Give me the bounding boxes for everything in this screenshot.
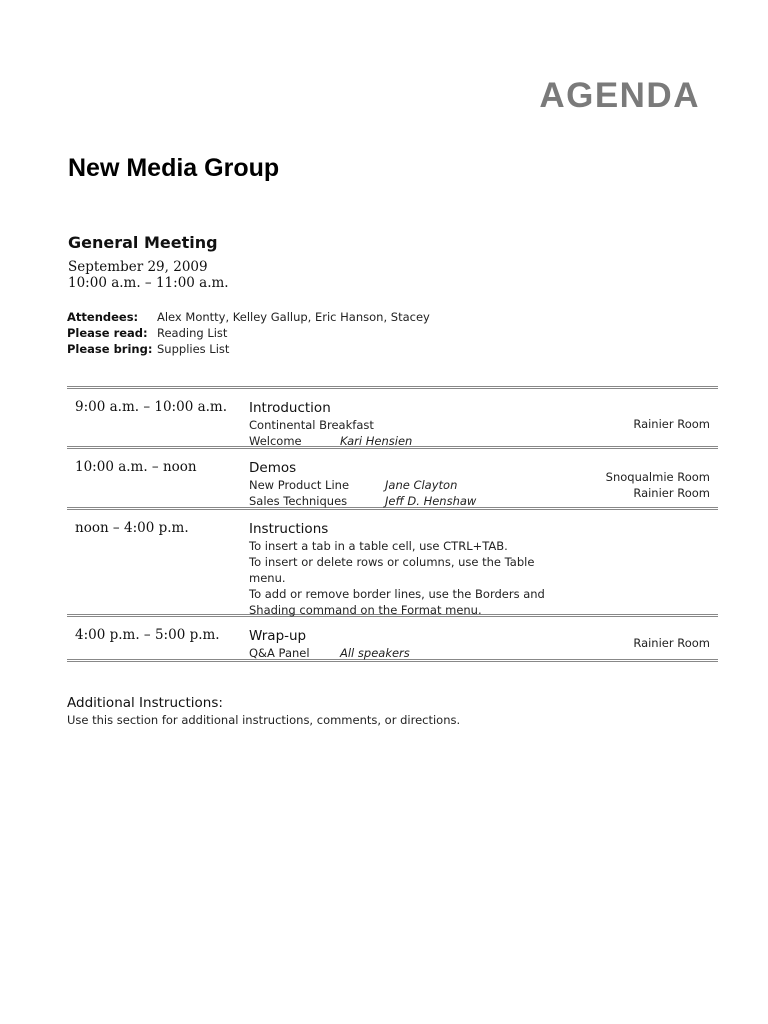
row-time: 9:00 a.m. – 10:00 a.m. [75,399,228,415]
please-read-value: Reading List [157,326,228,340]
row-topic: Demos [249,460,297,476]
please-read-row [67,325,430,341]
meeting-datetime [68,259,229,291]
meeting-info [67,309,430,357]
detail-person: Kari Hensien [340,434,413,448]
meeting-date: September 29, 2009 [68,259,208,275]
detail-item: Welcome [249,434,302,448]
organization-name: New Media Group [68,154,280,182]
instruction-line: To add or remove border lines, use the Borders and Shading command on the Format menu. [249,587,545,617]
row-time: 4:00 p.m. – 5:00 p.m. [75,627,220,643]
instruction-line: To insert or delete rows or columns, use the Table menu. [249,555,535,585]
row-topic: Wrap-up [249,628,307,644]
agenda-row [67,389,718,449]
attendees-label: Attendees: [67,310,139,324]
row-room [633,635,710,651]
detail-person: Jane Clayton [385,478,458,492]
meeting-time: 10:00 a.m. – 11:00 a.m. [68,275,229,291]
row-body [249,510,718,622]
please-bring-label: Please bring: [67,342,153,356]
instruction-line: To insert a tab in a table cell, use CTRL+TAB. [249,539,508,553]
room-name: Snoqualmie Room [605,470,710,484]
room-name: Rainier Room [633,486,710,500]
detail-person: Jeff D. Henshaw [385,494,477,508]
detail-item: Sales Techniques [249,494,348,508]
attendees-row [67,309,430,325]
row-topic: Instructions [249,521,329,537]
attendees-value: Alex Montty, Kelley Gallup, Eric Hanson, Stacey [157,310,430,324]
please-bring-row [67,341,430,357]
row-room [633,416,710,432]
agenda-row [67,449,718,510]
agenda-heading: AGENDA [539,76,700,115]
please-read-label: Please read: [67,326,148,340]
detail-item: Q&A Panel [249,646,310,660]
agenda-table [67,386,718,662]
room-name: Rainier Room [633,417,710,431]
detail-person: All speakers [340,646,410,660]
detail-item: Continental Breakfast [249,418,374,432]
detail-item: New Product Line [249,478,350,492]
row-topic: Introduction [249,400,331,416]
detail-line [249,433,718,449]
room-name: Rainier Room [633,636,710,650]
additional-instructions-body: Use this section for additional instructions, comments, or directions. [67,713,461,727]
agenda-row [67,617,718,662]
row-time: 10:00 a.m. – noon [75,459,197,475]
agenda-row [67,510,718,617]
row-time: noon – 4:00 p.m. [75,520,189,536]
instructions-text [249,538,549,618]
meeting-title: General Meeting [68,233,218,252]
additional-instructions-title: Additional Instructions: [67,695,223,711]
please-bring-value: Supplies List [157,342,230,356]
row-room [606,469,710,501]
